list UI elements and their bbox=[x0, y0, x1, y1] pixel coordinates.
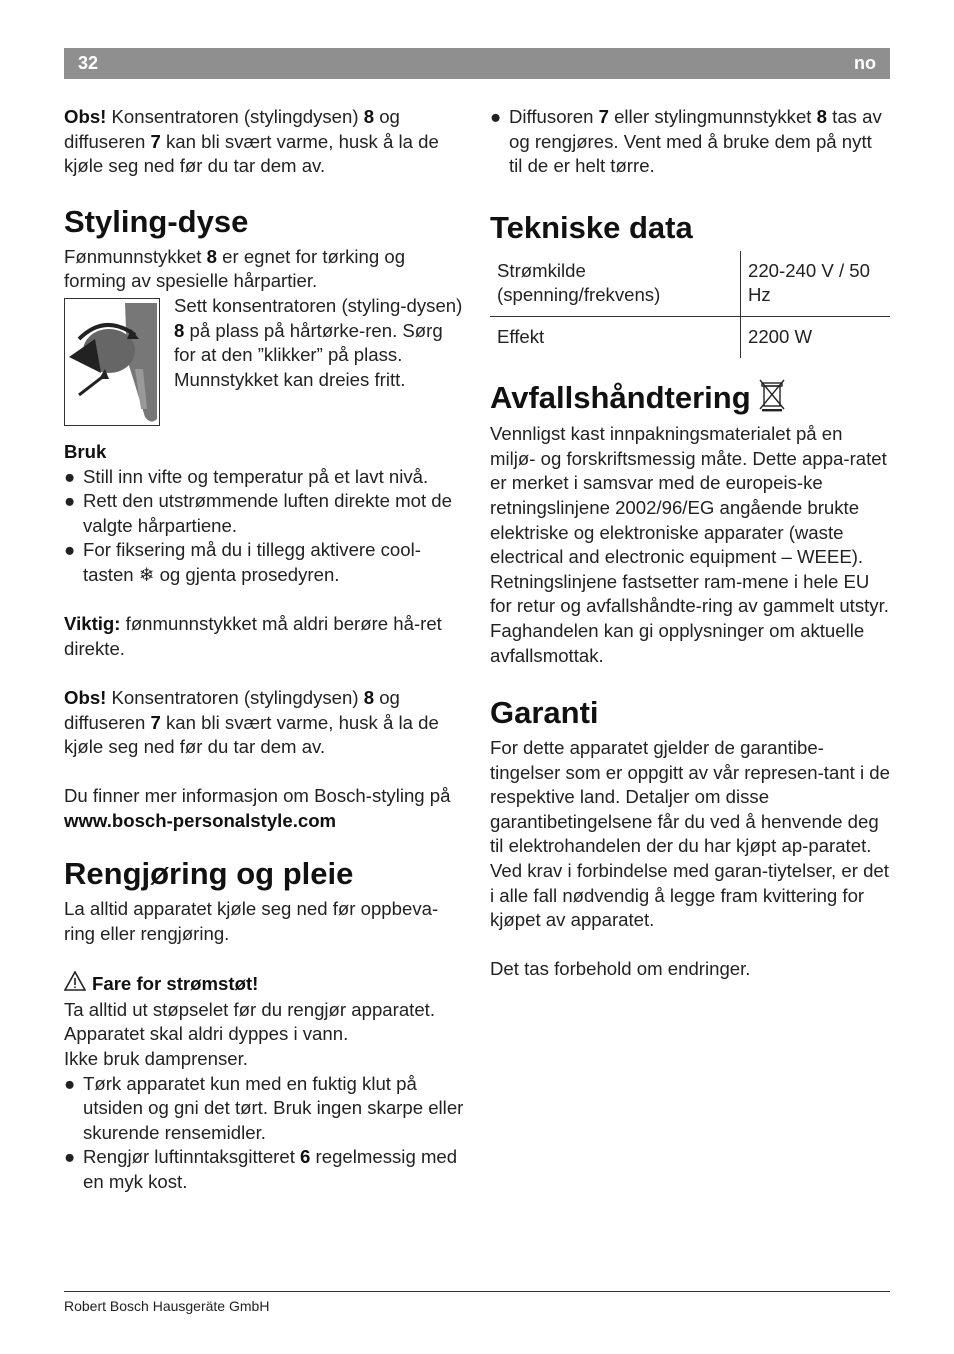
cleaning-intro: La alltid apparatet kjøle seg ned før oppbeva-ring eller rengjøring. bbox=[64, 898, 439, 945]
warning-heading: Fare for strømstøt! bbox=[64, 971, 466, 998]
reservation-text: Det tas forbehold om endringer. bbox=[490, 958, 751, 980]
warranty-title: Garanti bbox=[490, 695, 599, 731]
table-row: Strømkilde (spenning/frekvens) 220-240 V / 50 Hz bbox=[490, 251, 890, 317]
footer-company: Robert Bosch Hausgeräte GmbH bbox=[64, 1298, 270, 1314]
footer-divider bbox=[64, 1291, 890, 1292]
page-number: 32 bbox=[78, 53, 99, 73]
tech-data-title: Tekniske data bbox=[490, 209, 693, 245]
warranty-text: For dette apparatet gjelder de garantibe-tingelser som er oppgitt av vår represen-tant i de respektive land. Detaljer om disse garantibetingelsene får du ved å henvende deg til elektrohandelen der du har kjøpt ap-paratet. Ved krav i forbindelse med garan-tiytelser, er det i alle fall nødvendig å legge fram kvittering for kjøpet av apparatet. bbox=[490, 737, 890, 931]
tech-data-table bbox=[490, 251, 890, 358]
styling-attach-text: Sett konsentratoren (styling-dysen) 8 på plass på hårtørke-ren. Sørg for at den ”klikker” på plass. Munnstykket kan dreies fritt. bbox=[174, 294, 463, 390]
right-column bbox=[490, 105, 890, 982]
list-item: ● Rengjør luftinntaksgitteret 6 regelmessig med en myk kost. bbox=[64, 1146, 458, 1192]
weee-bin-icon bbox=[759, 378, 785, 419]
list-item: ● Rett den utstrømmende luften direkte mot de valgte hårpartiene. bbox=[64, 490, 452, 536]
bruk-heading: Bruk bbox=[64, 440, 107, 462]
table-row: Effekt 2200 W bbox=[490, 316, 890, 357]
cleaning-line: Apparatet skal aldri dyppes i vann. bbox=[64, 1023, 349, 1045]
hairdryer-illustration bbox=[64, 298, 160, 426]
page-header-bar bbox=[64, 48, 890, 79]
warning-icon bbox=[64, 971, 86, 998]
cleaning-title: Rengjøring og pleie bbox=[64, 856, 354, 892]
obs-note: Obs! Konsentratoren (stylingdysen) 8 og diffuseren 7 kan bli svært varme, husk å la de kjøle seg ned før du tar dem av. bbox=[64, 686, 439, 758]
waste-title: Avfallshåndtering bbox=[490, 379, 751, 415]
important-note: Viktig: fønmunnstykket må aldri berøre hå-ret direkte. bbox=[64, 613, 442, 659]
styling-title: Styling-dyse bbox=[64, 203, 249, 239]
list-item: ● Diffusoren 7 eller stylingmunnstykket 8 tas av og rengjøres. Vent med å bruke dem på nytt til de er helt tørre. bbox=[490, 106, 882, 177]
list-item: ● Tørk apparatet kun med en fuktig klut på utsiden og gni det tørt. Bruk ingen skarpe eller skurende rensemidler. bbox=[64, 1072, 464, 1143]
obs-note-top: Obs! Konsentratoren (stylingdysen) 8 og diffuseren 7 kan bli svært varme, husk å la de kjøle seg ned før du tar dem av. bbox=[64, 106, 439, 177]
left-column bbox=[64, 105, 466, 1195]
list-item: ● For fiksering må du i tillegg aktivere cool-tasten ❄ og gjenta prosedyren. bbox=[64, 539, 421, 585]
website-link[interactable]: www.bosch-personalstyle.com bbox=[64, 809, 337, 831]
waste-text: Vennligst kast innpakningsmaterialet på en miljø- og forskriftsmessig måte. Dette appa-ratet er merket i samsvar med de europeis-ke retningslinjene 2002/96/EG angående brukte elektriske og elektroniske apparater (waste electrical and electronic equipment – WEEE). Retningslinjene fastsetter ram-mene i hele EU for retur og avfallshåndte-ring av gammelt utstyr. Faghandelen kan gi opplysninger om aktuelle avfallsmottak. bbox=[490, 423, 889, 666]
styling-intro: Fønmunnstykket 8 er egnet for tørking og forming av spesielle hårpartier. bbox=[64, 245, 406, 292]
language-code: no bbox=[854, 53, 876, 73]
cleaning-line: Ikke bruk damprenser. bbox=[64, 1048, 248, 1070]
cleaning-line: Ta alltid ut støpselet før du rengjør apparatet. bbox=[64, 998, 436, 1020]
snowflake-icon: ❄ bbox=[138, 563, 155, 585]
info-text: Du finner mer informasjon om Bosch-styling på bbox=[64, 785, 451, 807]
list-item: ● Still inn vifte og temperatur på et lavt nivå. bbox=[64, 465, 429, 487]
